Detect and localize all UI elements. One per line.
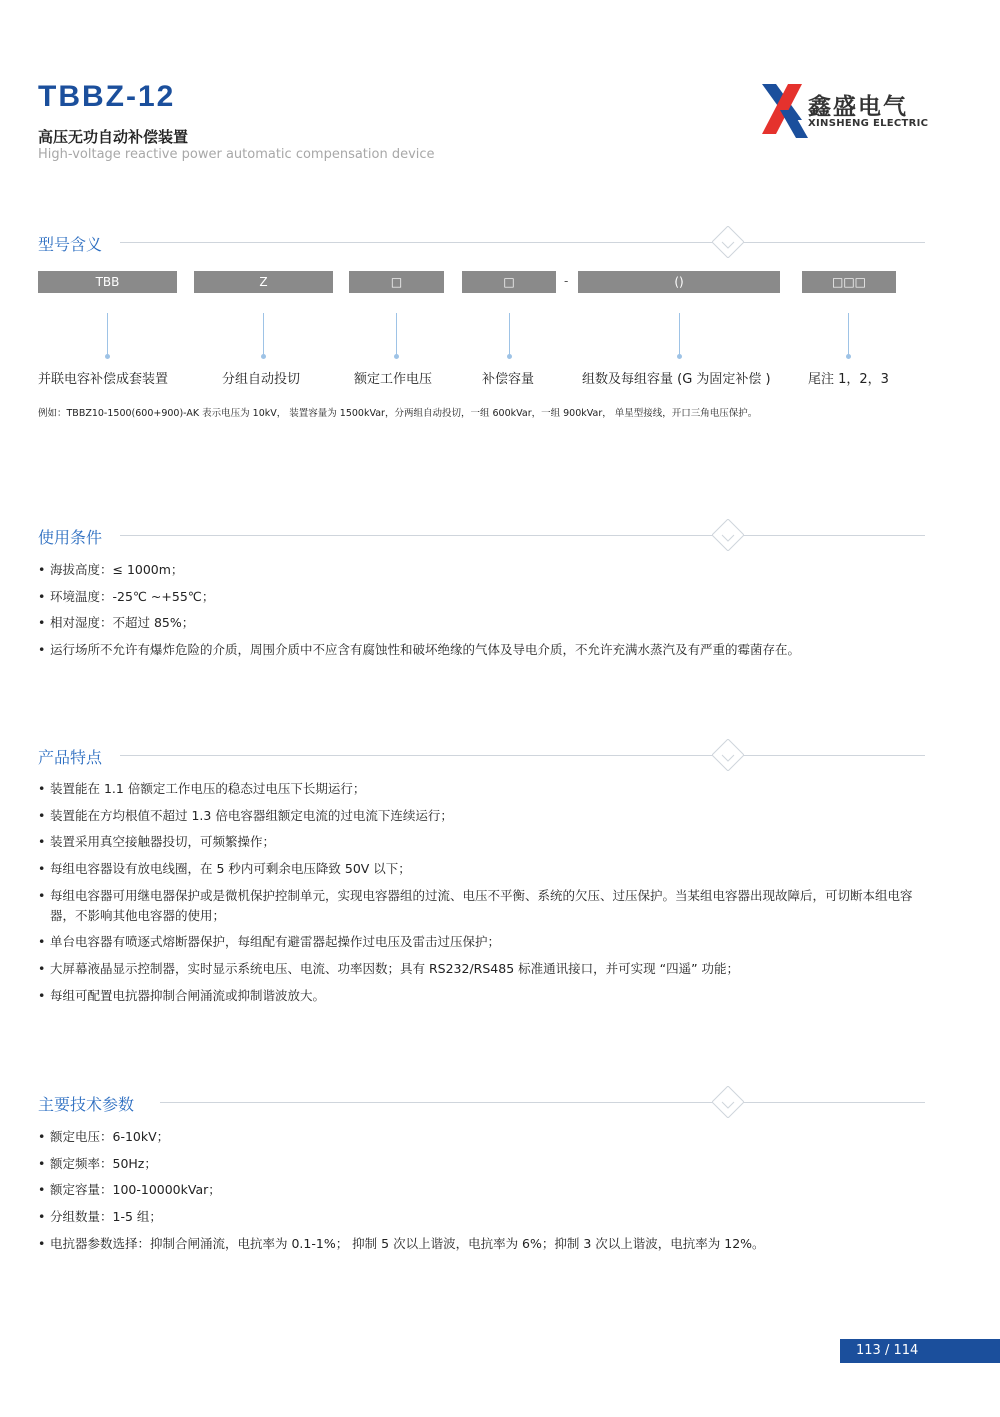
connector-line	[848, 313, 849, 355]
list-item: • 额定频率：50Hz；	[38, 1154, 928, 1174]
meaning-label: 尾注 1，2，3	[808, 372, 889, 387]
list-item: • 分组数量：1-5 组；	[38, 1207, 928, 1227]
list-item: • 每组电容器设有放电线圈，在 5 秒内可剩余电压降致 50V 以下；	[38, 859, 928, 879]
list-item: • 每组电容器可用继电器保护或是微机保护控制单元，实现电容器组的过流、电压不平衡、系统的欠压、过压保护。当某组电容器出现故障后，可切断本组电容器，不影响其他电容器的使用；	[38, 886, 928, 926]
section-divider	[120, 755, 925, 756]
logo-text-en: XINSHENG ELECTRIC	[808, 118, 929, 129]
diamond-ornament-icon	[712, 226, 744, 258]
section-title-features: 产品特点	[38, 748, 103, 767]
list-item: • 装置能在 1.1 倍额定工作电压的稳态过电压下长期运行；	[38, 779, 928, 799]
connector-line	[396, 313, 397, 355]
code-box-voltage: □	[349, 271, 444, 293]
diamond-ornament-icon	[712, 1086, 744, 1118]
connector-line	[263, 313, 264, 355]
connector-dot	[394, 354, 399, 359]
code-box-tbb: TBB	[38, 271, 177, 293]
section-title-conditions: 使用条件	[38, 528, 103, 547]
connector-dot	[507, 354, 512, 359]
product-title-zh: 高压无功自动补偿装置	[38, 128, 189, 146]
meaning-label: 分组自动投切	[222, 372, 301, 387]
features-list	[38, 779, 928, 1013]
conditions-list	[38, 560, 928, 667]
product-title-en: High-voltage reactive power automatic compensation device	[38, 147, 435, 162]
section-divider	[120, 242, 925, 243]
code-box-z: Z	[194, 271, 333, 293]
connector-dot	[846, 354, 851, 359]
example-note: 例如：TBBZ10-1500(600+900)-AK 表示电压为 10kV， 装置容量为 1500kVar，分两组自动投切，一组 600kVar，一组 900kVar， 单星型接线，开口三角电压保护。	[38, 408, 758, 419]
meaning-label: 补偿容量	[482, 372, 535, 387]
code-box-groups: ()	[578, 271, 780, 293]
connector-dot	[105, 354, 110, 359]
model-number: TBBZ-12	[38, 80, 176, 113]
code-box-capacity: □	[462, 271, 556, 293]
section-title-specs: 主要技术参数	[38, 1095, 135, 1114]
connector-line	[679, 313, 680, 355]
section-divider	[120, 535, 925, 536]
diamond-ornament-icon	[712, 519, 744, 551]
connector-line	[107, 313, 108, 355]
code-separator: -	[564, 274, 569, 288]
list-item: • 装置能在方均根值不超过 1.3 倍电容器组额定电流的过电流下连续运行；	[38, 806, 928, 826]
section-divider	[160, 1102, 925, 1103]
diamond-ornament-icon	[712, 739, 744, 771]
list-item: • 装置采用真空接触器投切，可频繁操作；	[38, 832, 928, 852]
meaning-label: 额定工作电压	[354, 372, 433, 387]
logo-text-zh: 鑫盛电气	[808, 94, 908, 120]
meaning-label: 并联电容补偿成套装置	[38, 372, 169, 387]
specs-list	[38, 1127, 928, 1260]
list-item: • 额定容量：100-10000kVar；	[38, 1180, 928, 1200]
list-item: • 单台电容器有喷逐式熔断器保护，每组配有避雷器起操作过电压及雷击过压保护；	[38, 932, 928, 952]
page-number: 113 / 114	[840, 1339, 1000, 1363]
connector-dot	[677, 354, 682, 359]
code-box-suffix: □□□	[802, 271, 896, 293]
list-item: • 运行场所不允许有爆炸危险的介质，周围介质中不应含有腐蚀性和破坏绝缘的气体及导电介质，不允许充满水蒸汽及有严重的霉菌存在。	[38, 640, 928, 660]
list-item: • 大屏幕液晶显示控制器，实时显示系统电压、电流、功率因数；具有 RS232/RS485 标准通讯接口，并可实现 “四遥” 功能；	[38, 959, 928, 979]
list-item: • 环境温度：-25℃ ~+55℃；	[38, 587, 928, 607]
connector-dot	[261, 354, 266, 359]
list-item: • 海拔高度：≤ 1000m；	[38, 560, 928, 580]
list-item: • 额定电压：6-10kV；	[38, 1127, 928, 1147]
list-item: • 电抗器参数选择：抑制合闸涌流，电抗率为 0.1-1%； 抑制 5 次以上谐波，电抗率为 6%；抑制 3 次以上谐波，电抗率为 12%。	[38, 1234, 928, 1254]
list-item: • 相对湿度：不超过 85%；	[38, 613, 928, 633]
section-title-model-meaning: 型号含义	[38, 235, 103, 254]
list-item: • 每组可配置电抗器抑制合闸涌流或抑制谐波放大。	[38, 986, 928, 1006]
connector-line	[509, 313, 510, 355]
meaning-label: 组数及每组容量 (G 为固定补偿 )	[582, 372, 771, 387]
